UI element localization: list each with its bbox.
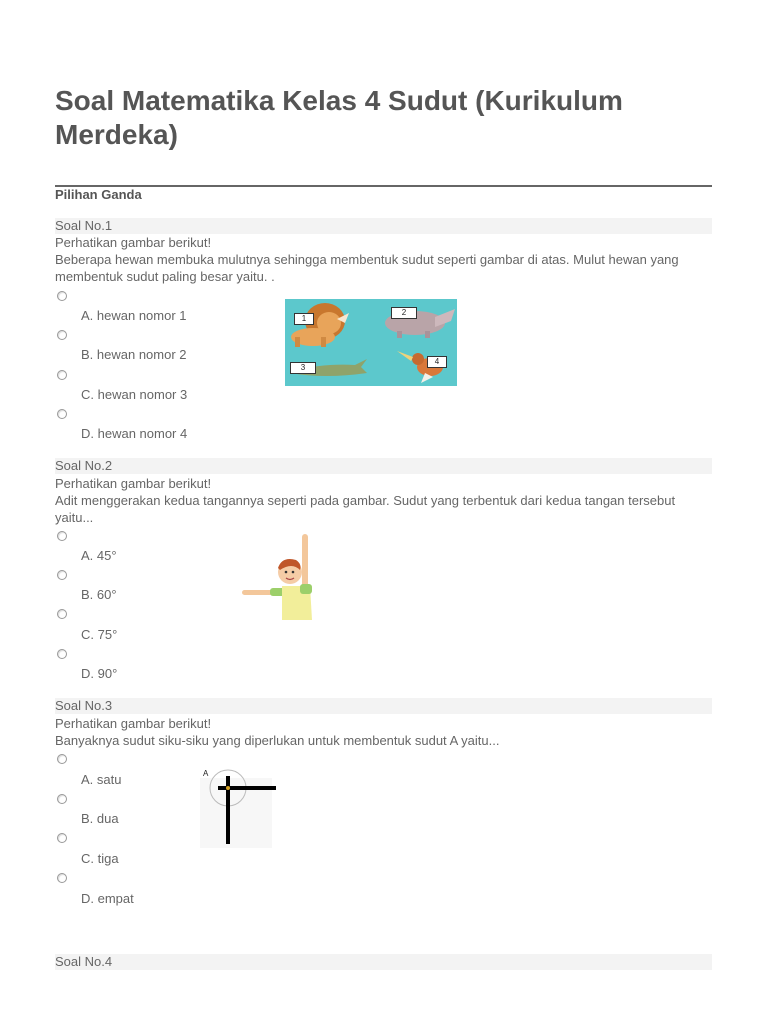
option-label[interactable]: C. hewan nomor 3 <box>81 387 188 402</box>
question-header: Soal No.2 <box>55 458 712 474</box>
option-radio[interactable] <box>57 649 67 659</box>
question-text: Banyaknya sudut siku-siku yang diperlukan untuk membentuk sudut A yaitu... <box>55 733 500 748</box>
option-label[interactable]: A. 45° <box>81 548 117 563</box>
question-header: Soal No.3 <box>55 698 712 714</box>
question-header: Soal No.1 <box>55 218 712 234</box>
option-label[interactable]: A. satu <box>81 772 122 787</box>
image-label: 4 <box>427 356 447 368</box>
option-label[interactable]: C. tiga <box>81 851 119 866</box>
option-label[interactable]: B. hewan nomor 2 <box>81 347 187 362</box>
image-label: 1 <box>294 313 314 325</box>
question-header: Soal No.4 <box>55 954 712 970</box>
option-label[interactable]: B. 60° <box>81 587 117 602</box>
option-radio[interactable] <box>57 754 67 764</box>
option-radio[interactable] <box>57 873 67 883</box>
angle-label: A <box>203 769 209 778</box>
option-label[interactable]: B. dua <box>81 811 119 826</box>
right-angle-lines-image <box>200 766 280 848</box>
option-label[interactable]: A. hewan nomor 1 <box>81 308 187 323</box>
option-label[interactable]: D. 90° <box>81 666 118 681</box>
question-text: Beberapa hewan membuka mulutnya sehingga membentuk sudut seperti gambar di atas. Mulut hewan yang membentuk sudut paling besar yaitu. . <box>55 252 679 284</box>
option-radio[interactable] <box>57 570 67 580</box>
section-label: Pilihan Ganda <box>55 187 142 202</box>
question-prompt: Perhatikan gambar berikut! <box>55 476 212 491</box>
option-radio[interactable] <box>57 409 67 419</box>
question-prompt: Perhatikan gambar berikut! <box>55 235 212 250</box>
option-label[interactable]: D. empat <box>81 891 134 906</box>
image-label: 3 <box>290 362 316 374</box>
option-radio[interactable] <box>57 609 67 619</box>
question-prompt: Perhatikan gambar berikut! <box>55 716 212 731</box>
page-title: Soal Matematika Kelas 4 Sudut (Kurikulum Merdeka) <box>55 85 623 150</box>
image-label: 2 <box>391 307 417 319</box>
option-label[interactable]: D. hewan nomor 4 <box>81 426 188 441</box>
option-radio[interactable] <box>57 291 67 301</box>
option-radio[interactable] <box>57 794 67 804</box>
question-text: Adit menggerakan kedua tangannya seperti pada gambar. Sudut yang terbentuk dari kedua tangan tersebut yaitu... <box>55 493 676 525</box>
title-divider <box>55 185 712 187</box>
option-radio[interactable] <box>57 330 67 340</box>
option-radio[interactable] <box>57 531 67 541</box>
option-radio[interactable] <box>57 370 67 380</box>
option-label[interactable]: C. 75° <box>81 627 118 642</box>
option-radio[interactable] <box>57 833 67 843</box>
boy-arms-angle-image <box>240 532 314 622</box>
